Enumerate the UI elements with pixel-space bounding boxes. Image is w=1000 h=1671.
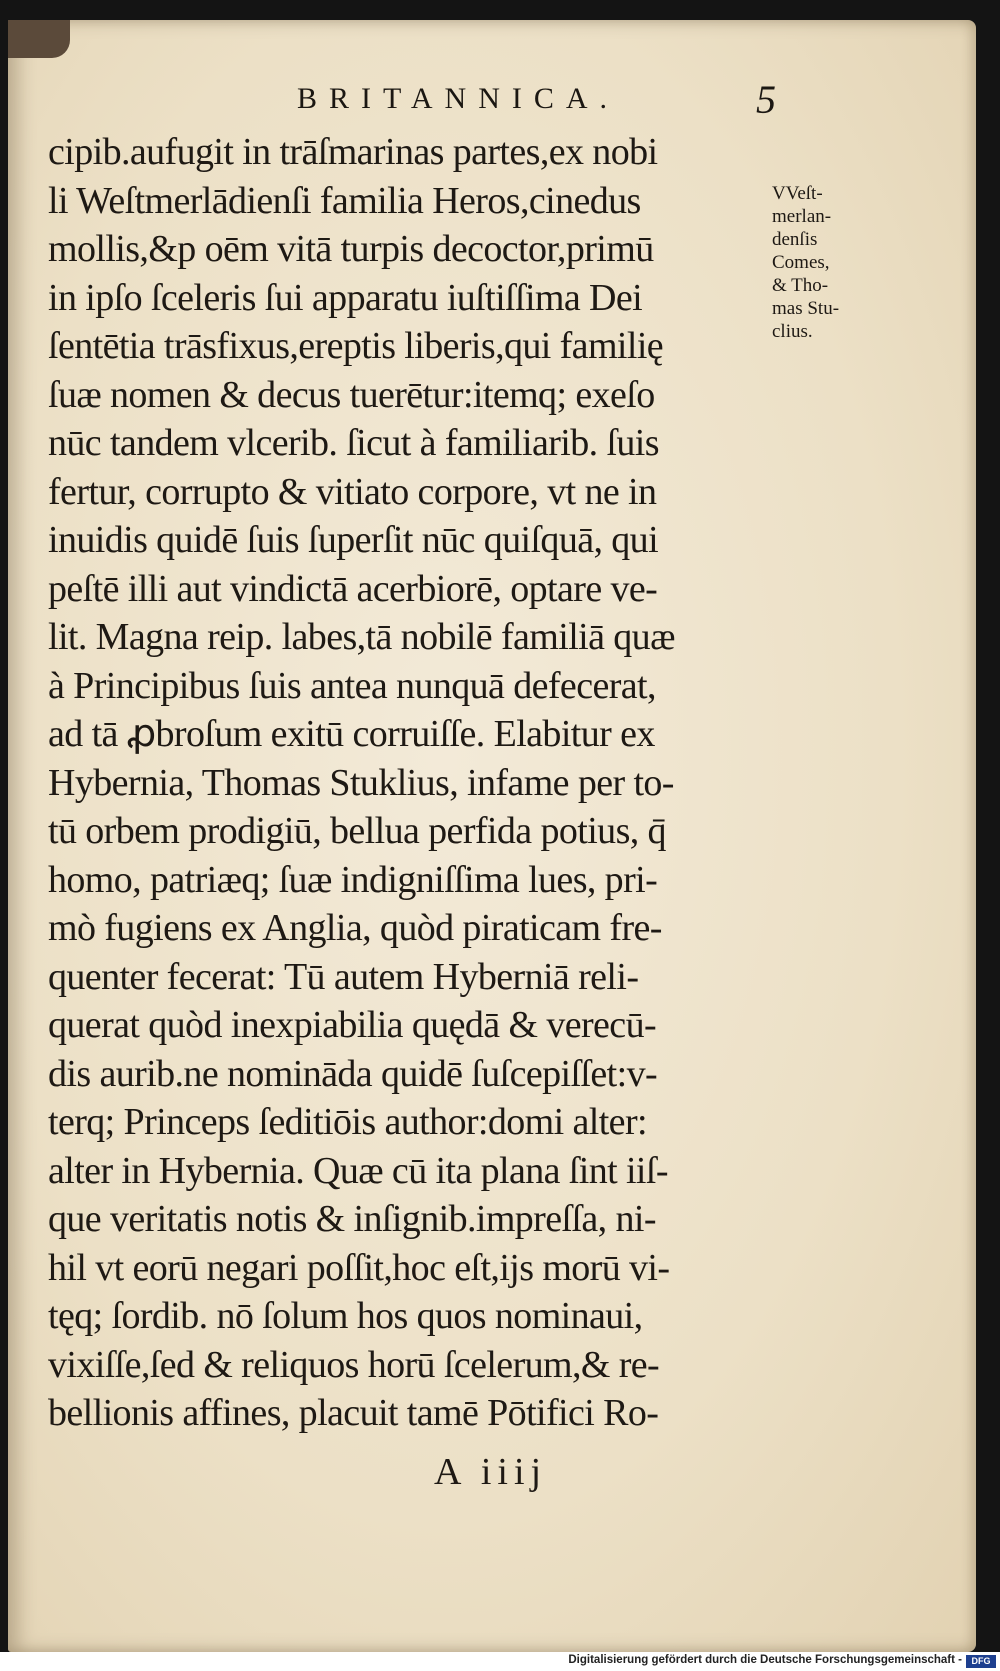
- folio-number: 5: [756, 77, 776, 122]
- text-line: ſentētia trāsfixus,ereptis liberis,qui familię: [48, 325, 664, 367]
- marginal-line: Comes,: [772, 252, 830, 273]
- text-line: fertur, corrupto & vitiato corpore, vt ne in: [48, 470, 657, 513]
- text-line: mò fugiens ex Anglia, quòd piraticam fre-: [48, 907, 662, 949]
- text-line: hil vt eorū negari poſſit,hoc eſt,ijs morū vi-: [48, 1246, 670, 1289]
- funding-credit: Digitalisierung gefördert durch die Deutsche Forschungsgemeinschaft -: [568, 1654, 962, 1666]
- marginal-line: & Tho-: [772, 275, 829, 296]
- text-line: cipib.aufugit in trāſmarinas partes,ex nobi: [48, 131, 658, 173]
- text-line: à Principibus ſuis antea nunquā defecerat,: [48, 664, 656, 707]
- text-line: bellionis affines, placuit tamē Pōtifici Ro-: [48, 1392, 659, 1434]
- text-line: mollis,&p oēm vitā turpis decoctor,primū: [48, 228, 654, 270]
- text-line: alter in Hybernia. Quæ cū ita plana ſint iiſ-: [48, 1149, 668, 1192]
- marginal-line: clius.: [772, 321, 813, 342]
- text-line: li Weſtmerlādienſi familia Heros,cinedus: [48, 179, 641, 222]
- marginal-note: [772, 182, 872, 343]
- text-line: terq; Princeps ſeditiōis author:domi alter:: [48, 1101, 647, 1143]
- dfg-logo: DFG: [966, 1655, 996, 1668]
- text-line: querat quòd inexpiabilia quędā & verecū-: [48, 1004, 657, 1046]
- text-line: ad tā ꝓbroſum exitū corruiſſe. Elabitur ex: [48, 713, 655, 755]
- body-text: [48, 128, 768, 1438]
- text-line: nūc tandem vlcerib. ſicut à familiarib. ſuis: [48, 422, 659, 464]
- text-line: homo, patriæq; ſuæ indigniſſima lues, pri-: [48, 858, 658, 901]
- marginal-line: mas Stu-: [772, 298, 840, 319]
- marginal-line: VVeſt-: [772, 183, 823, 204]
- text-line: in ipſo ſceleris ſui apparatu iuſtiſſima Dei: [48, 276, 643, 319]
- text-line: Hybernia, Thomas Stuklius, infame per to-: [48, 761, 674, 804]
- marginal-line: denſis: [772, 229, 818, 250]
- text-line: tęq; ſordib. nō ſolum hos quos nominaui,: [48, 1295, 643, 1337]
- text-line: lit. Magna reip. labes,tā nobilē familiā quæ: [48, 616, 675, 658]
- digitization-footer: [0, 1652, 1000, 1671]
- text-line: quenter fecerat: Tū autem Hyberniā reli-: [48, 955, 639, 998]
- text-line: peſtē illi aut vindictā acerbiorē, optare ve-: [48, 567, 658, 610]
- text-line: tū orbem prodigiū, bellua perfida potius, q̄: [48, 810, 666, 852]
- text-line: ſuæ nomen & decus tuerētur:itemq; exeſo: [48, 373, 655, 416]
- book-page: [8, 20, 976, 1652]
- marginal-line: merlan-: [772, 206, 832, 227]
- text-line: vixiſſe,ſed & reliquos horū ſcelerum,& re-: [48, 1343, 660, 1386]
- signature-mark: A iiij: [434, 1451, 548, 1493]
- text-line: que veritatis notis & inſignib.impreſſa, ni-: [48, 1198, 656, 1240]
- text-line: dis aurib.ne nominādа quidē ſuſcepiſſet:v-: [48, 1052, 658, 1095]
- running-head: BRITANNICA.: [296, 82, 620, 115]
- text-line: inuidis quidē ſuis ſuperſit nūc quiſquā, qui: [48, 519, 659, 561]
- page-corner-shadow: [8, 20, 70, 58]
